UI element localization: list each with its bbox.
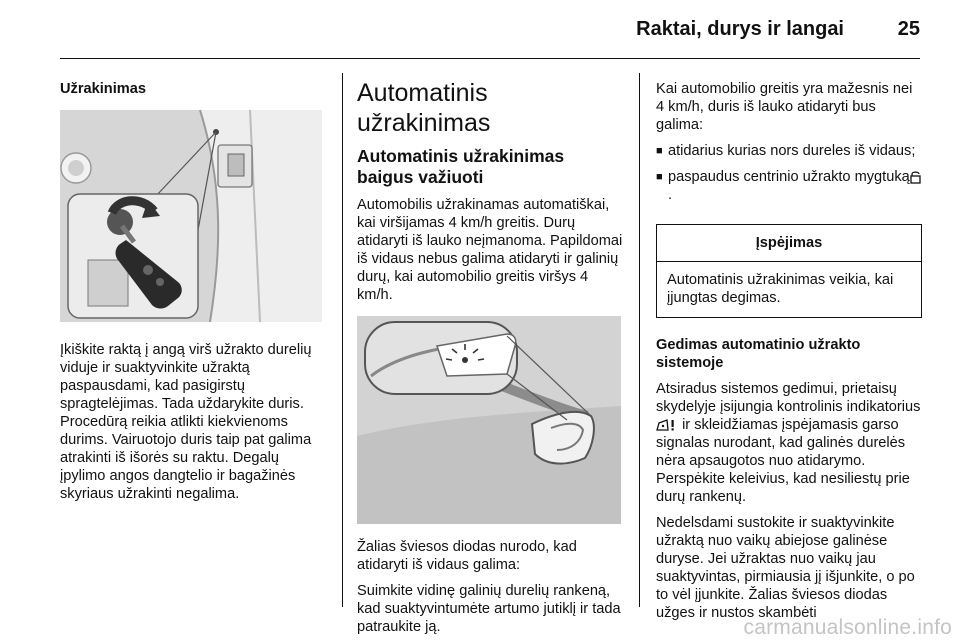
led-caption: Žalias šviesos diodas nurodo, kad atidaryti iš vidaus galima: <box>357 539 577 573</box>
fault-description <box>656 380 922 506</box>
section-title-auto-lock: Automatinis užrakinimas <box>357 79 491 137</box>
list-item-text-main: paspaudus centrinio užrakto mygtuką <box>668 169 910 185</box>
list-item <box>656 142 922 160</box>
fault-text-end: ir skleidžiamas įspėjamasis garso signalas nurodant, kad galinės durelės nėra apsaugotos nuo atidarymo. Perspėkite keleivius, kad nesiliestų prie durų rankenų. <box>656 417 910 505</box>
column-divider-2 <box>639 73 640 607</box>
list-item-text <box>668 168 922 204</box>
left-column <box>60 80 325 511</box>
column-divider-1 <box>342 73 343 607</box>
fault-text-start: Atsiradus sistemos gedimui, prietaisų skydelyje įsijungia kontrolinis indikatorius <box>656 381 921 415</box>
child-lock-fault-icon <box>656 419 678 431</box>
subsection-title: Automatinis užrakinimas baigus važiuoti <box>357 146 565 187</box>
warning-title: Įspėjimas <box>657 225 921 262</box>
auto-lock-description: Automobilis užrakinamas automatiškai, kai viršijamas 4 km/h greitis. Durų atidaryti iš lauko neįmanoma. Papildomai iš vidaus nebus galima atidaryti ir galinių durų, kai automobilio greitis viršys 4 km/h. <box>357 197 623 303</box>
speed-condition-intro: Kai automobilio greitis yra mažesnis nei 4 km/h, duris iš lauko atidaryti bus galima: <box>656 81 913 133</box>
running-header-title: Raktai, durys ir langai <box>636 18 844 40</box>
middle-column <box>357 78 625 644</box>
right-column <box>656 80 922 630</box>
list-item-text: atidarius kurias nors dureles iš vidaus; <box>668 143 916 159</box>
warning-box <box>656 224 922 318</box>
central-lock-icon <box>910 170 921 184</box>
bullet-square-icon: ■ <box>656 171 663 183</box>
warning-text: Automatinis užrakinimas veikia, kai įjungtas degimas. <box>667 272 894 306</box>
page-number: 25 <box>897 18 920 40</box>
bullet-square-icon: ■ <box>656 145 663 157</box>
fault-heading: Gedimas automatinio užrakto sistemoje <box>656 337 861 371</box>
watermark: carmanualsonline.info <box>743 616 952 639</box>
rear-door-handle-illustration <box>357 316 621 524</box>
section-heading-locking: Užrakinimas <box>60 81 146 97</box>
handle-instruction: Suimkite vidinę galinių durelių rankeną, kad suaktyvintumėte artumo jutiklį ir tada patraukite ją. <box>357 583 621 635</box>
header-rule <box>60 58 920 59</box>
door-key-lock-illustration <box>60 110 322 322</box>
list-item <box>656 168 922 204</box>
locking-instructions: Įkiškite raktą į angą virš užrakto durelių viduje ir suaktyvinkite užraktą paspausdami, kad pasigirstų spragtelėjimas. Tada uždarykite duris. Procedūrą reikia atlikti kiekvienoms durims. Vairuotojo duris taip pat galima atrakinti iš išorės su raktu. Degalų įpylimo angos dangtelio ir bagažinės skyriaus užrakinti negalima. <box>60 342 312 502</box>
list-item-period: . <box>668 187 673 203</box>
child-lock-instructions: Nedelsdami sustokite ir suaktyvinkite užraktą nuo vaikų abiejose galinėse duryse. Jei užraktas nuo vaikų jau suaktyvintas, pirmiausia jį išjunkite, o po to vėl įjunkite. Žalias šviesos diodas užges ir nustos skambėti <box>656 515 915 621</box>
